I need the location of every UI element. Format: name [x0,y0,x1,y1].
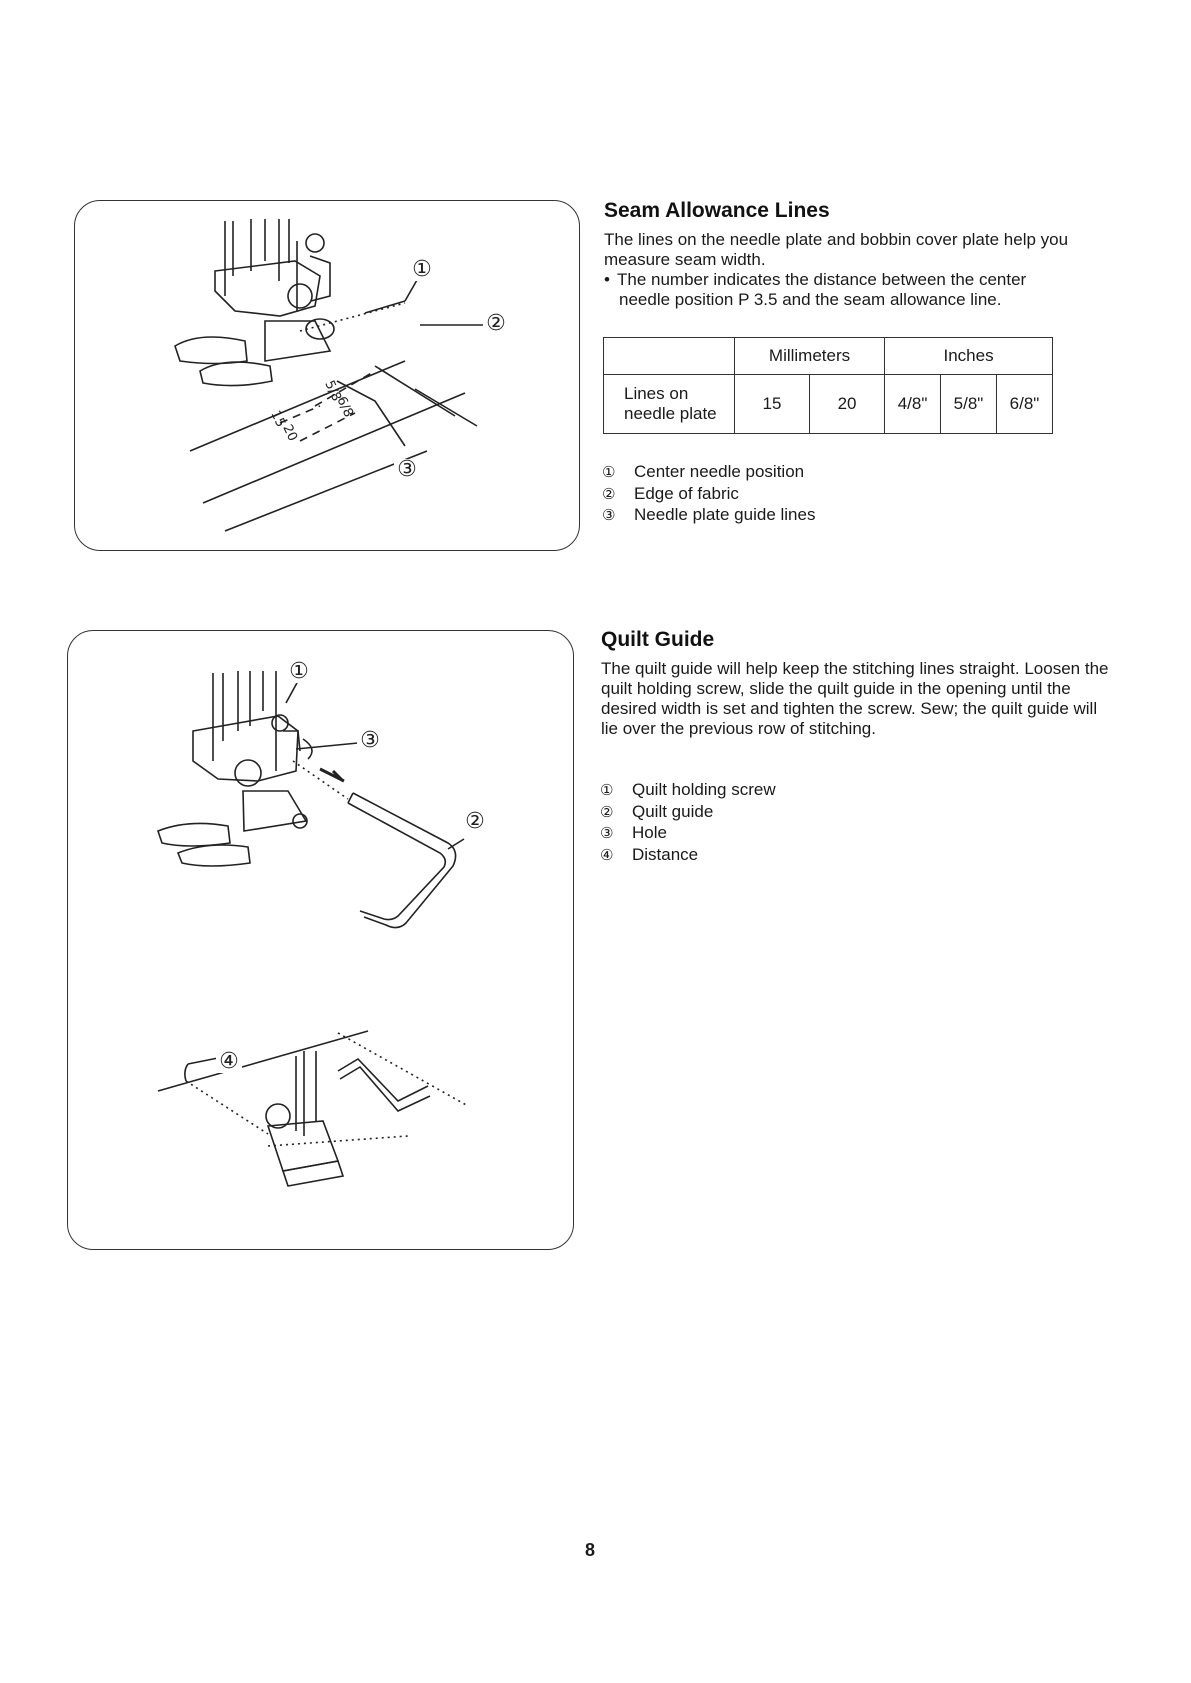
table-cell: 15 [735,375,810,434]
callout-2: ② [483,313,509,335]
seam-allowance-intro: The lines on the needle plate and bobbin cover plate help you measure seam width. [604,230,1069,269]
quilt-guide-illustration [68,631,575,1251]
seam-allowance-bullet [604,270,1104,310]
list-item: ② Quilt guide [600,801,714,821]
table-cell: 20 [810,375,885,434]
callout-3: ③ [394,459,420,481]
list-item: ① Quilt holding screw [600,780,776,799]
seam-allowance-table [603,337,1053,434]
quilt-guide-figure [67,630,574,1250]
plate-marking-5-8: 5/8 [321,378,344,404]
bullet-text-line2: needle position P 3.5 and the seam allowance line. [619,290,1002,309]
callout-1: ① [409,259,435,281]
presser-foot-needle-plate-illustration [75,201,581,552]
list-item: ④ Distance [600,844,699,864]
callout-4: ④ [216,1051,242,1073]
quilt-guide-legend [600,779,776,865]
quilt-guide-body: The quilt guide will help keep the stitching lines straight. Loosen the quilt holding screw, slide the quilt guide in the opening until the desired width is set and tighten the screw. Sew; the quilt guide will lie over the previous row of stitching. [601,659,1109,738]
table-header-millimeters: Millimeters [735,338,885,375]
seam-allowance-figure [74,200,580,551]
bullet-text-line1: The number indicates the distance between the center [617,270,1027,289]
table-cell: 4/8" [885,375,941,434]
list-item: ③ Needle plate guide lines [602,505,816,524]
callout-3: ③ [357,730,383,752]
table-header-inches: Inches [885,338,1053,375]
plate-marking-20: 20 [279,422,300,444]
plate-marking-6-8: 6/8 [333,394,356,420]
seam-allowance-legend [602,461,815,526]
table-row-label: Lines on needle plate [604,375,735,434]
bullet-symbol: • [604,270,610,289]
table-cell: 5/8" [941,375,997,434]
section-title-quilt-guide: Quilt Guide [601,628,715,651]
callout-1: ① [286,661,312,683]
callout-2: ② [462,811,488,833]
section-title-seam-allowance: Seam Allowance Lines [604,199,830,222]
list-item: ① Center needle position [602,462,805,481]
page-number: 8 [585,1540,596,1560]
plate-marking-15: 15 [267,408,288,430]
list-item: ② Edge of fabric [602,483,739,503]
table-cell: 6/8" [997,375,1053,434]
table-corner-cell [604,338,735,375]
list-item: ③ Hole [600,823,667,842]
